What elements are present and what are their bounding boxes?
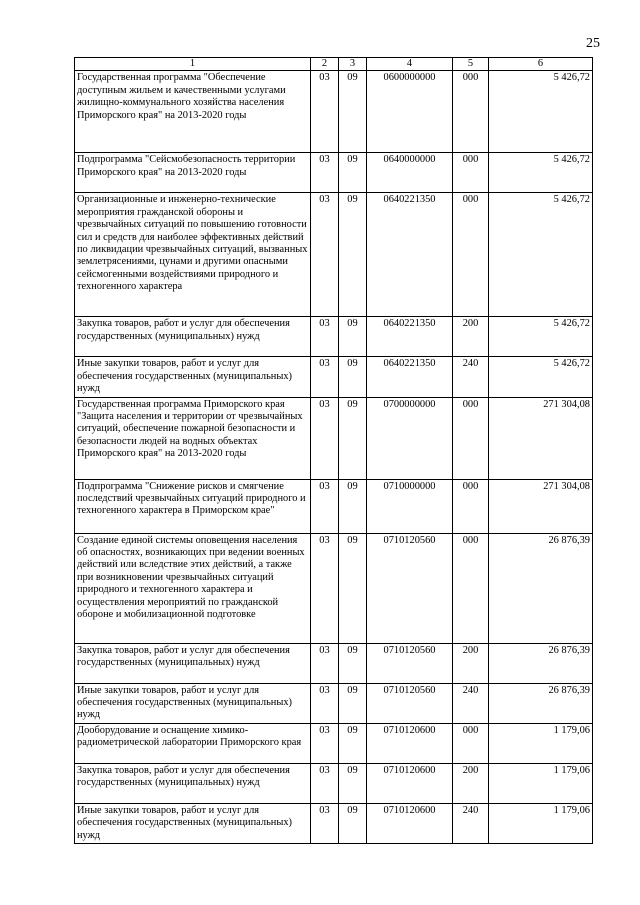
table-row — [75, 533, 593, 643]
row-sum: 26 876,39 — [489, 533, 593, 643]
row-sum: 26 876,39 — [489, 683, 593, 723]
section-code: 03 — [311, 683, 339, 723]
row-name: Закупка товаров, работ и услуг для обеспечения государственных (муниципальных) нужд — [75, 763, 311, 803]
row-sum: 1 179,06 — [489, 723, 593, 763]
target-article-code: 0700000000 — [367, 397, 453, 479]
expense-type-code: 200 — [453, 643, 489, 683]
section-code: 03 — [311, 723, 339, 763]
subsection-code: 09 — [339, 803, 367, 843]
expense-type-code: 000 — [453, 193, 489, 317]
expense-type-code: 240 — [453, 803, 489, 843]
subsection-code: 09 — [339, 357, 367, 397]
section-code: 03 — [311, 533, 339, 643]
table-row — [75, 317, 593, 357]
expense-type-code: 200 — [453, 317, 489, 357]
row-sum: 1 179,06 — [489, 763, 593, 803]
section-code: 03 — [311, 397, 339, 479]
section-code: 03 — [311, 763, 339, 803]
subsection-code: 09 — [339, 71, 367, 153]
row-sum: 5 426,72 — [489, 71, 593, 153]
target-article-code: 0710120600 — [367, 803, 453, 843]
row-name: Создание единой системы оповещения населения об опасностях, возникающих при ведении военных действий или вследствие этих действий, а также при возникновении чрезвычайных ситуаций природного и техногенного характера и осуществления мероприятий по гражданской обороне и мобилизационной подготовке — [75, 533, 311, 643]
subsection-code: 09 — [339, 533, 367, 643]
table-row — [75, 357, 593, 397]
expense-type-code: 240 — [453, 357, 489, 397]
section-code: 03 — [311, 803, 339, 843]
row-name: Иные закупки товаров, работ и услуг для обеспечения государственных (муниципальных) нужд — [75, 683, 311, 723]
expense-type-code: 000 — [453, 397, 489, 479]
subsection-code: 09 — [339, 723, 367, 763]
section-code: 03 — [311, 357, 339, 397]
subsection-code: 09 — [339, 317, 367, 357]
column-header: 5 — [453, 58, 489, 71]
row-name: Иные закупки товаров, работ и услуг для обеспечения государственных (муниципальных) нужд — [75, 357, 311, 397]
table-row — [75, 643, 593, 683]
target-article-code: 0710120600 — [367, 763, 453, 803]
column-header: 4 — [367, 58, 453, 71]
row-name: Подпрограмма "Снижение рисков и смягчение последствий чрезвычайных ситуаций природного и техногенного характера в Приморском крае" — [75, 479, 311, 533]
target-article-code: 0710120560 — [367, 683, 453, 723]
column-header: 2 — [311, 58, 339, 71]
row-sum: 271 304,08 — [489, 397, 593, 479]
target-article-code: 0710120560 — [367, 643, 453, 683]
row-name: Государственная программа "Обеспечение доступным жильем и качественными услугами жилищно-коммунального хозяйства населения Приморского края" на 2013-2020 годы — [75, 71, 311, 153]
table-row — [75, 723, 593, 763]
section-code: 03 — [311, 71, 339, 153]
table-row — [75, 153, 593, 193]
section-code: 03 — [311, 317, 339, 357]
subsection-code: 09 — [339, 193, 367, 317]
column-header: 6 — [489, 58, 593, 71]
target-article-code: 0710000000 — [367, 479, 453, 533]
row-name: Организационные и инженерно-технические мероприятия гражданской обороны и чрезвычайных ситуаций по повышению готовности сил и средств для наиболее эффективных действий по ликвидации чрезвычайных ситуаций, вызванных землетрясениями, цунами и другими опасными сейсмогенными воздействиями природного и техногенного характера — [75, 193, 311, 317]
target-article-code: 0710120560 — [367, 533, 453, 643]
row-name: Дооборудование и оснащение химико-радиометрической лаборатории Приморского края — [75, 723, 311, 763]
subsection-code: 09 — [339, 397, 367, 479]
target-article-code: 0640221350 — [367, 193, 453, 317]
expense-type-code: 000 — [453, 533, 489, 643]
page-number: 25 — [586, 36, 600, 51]
row-sum: 26 876,39 — [489, 643, 593, 683]
expense-type-code: 000 — [453, 71, 489, 153]
expense-type-code: 000 — [453, 479, 489, 533]
expense-type-code: 240 — [453, 683, 489, 723]
subsection-code: 09 — [339, 643, 367, 683]
row-sum: 5 426,72 — [489, 357, 593, 397]
table-row — [75, 803, 593, 843]
table-row — [75, 683, 593, 723]
section-code: 03 — [311, 643, 339, 683]
row-name: Иные закупки товаров, работ и услуг для обеспечения государственных (муниципальных) нужд — [75, 803, 311, 843]
target-article-code: 0710120600 — [367, 723, 453, 763]
subsection-code: 09 — [339, 683, 367, 723]
table-row — [75, 763, 593, 803]
subsection-code: 09 — [339, 763, 367, 803]
expense-type-code: 200 — [453, 763, 489, 803]
row-sum: 5 426,72 — [489, 317, 593, 357]
target-article-code: 0600000000 — [367, 71, 453, 153]
row-sum: 5 426,72 — [489, 193, 593, 317]
row-sum: 271 304,08 — [489, 479, 593, 533]
table-row — [75, 193, 593, 317]
section-code: 03 — [311, 153, 339, 193]
table-row — [75, 71, 593, 153]
budget-table — [74, 57, 593, 844]
table-row — [75, 397, 593, 479]
section-code: 03 — [311, 479, 339, 533]
row-sum: 1 179,06 — [489, 803, 593, 843]
target-article-code: 0640221350 — [367, 317, 453, 357]
section-code: 03 — [311, 193, 339, 317]
expense-type-code: 000 — [453, 153, 489, 193]
row-name: Закупка товаров, работ и услуг для обеспечения государственных (муниципальных) нужд — [75, 643, 311, 683]
column-header: 3 — [339, 58, 367, 71]
target-article-code: 0640000000 — [367, 153, 453, 193]
row-name: Подпрограмма "Сейсмобезопасность территории Приморского края" на 2013-2020 годы — [75, 153, 311, 193]
column-header: 1 — [75, 58, 311, 71]
table-header-row — [75, 58, 593, 71]
row-name: Государственная программа Приморского края "Защита населения и территории от чрезвычайных ситуаций, обеспечение пожарной безопасности и безопасности людей на водных объектах Приморского края" на 2013-2020 годы — [75, 397, 311, 479]
table-row — [75, 479, 593, 533]
target-article-code: 0640221350 — [367, 357, 453, 397]
row-sum: 5 426,72 — [489, 153, 593, 193]
subsection-code: 09 — [339, 153, 367, 193]
expense-type-code: 000 — [453, 723, 489, 763]
subsection-code: 09 — [339, 479, 367, 533]
row-name: Закупка товаров, работ и услуг для обеспечения государственных (муниципальных) нужд — [75, 317, 311, 357]
